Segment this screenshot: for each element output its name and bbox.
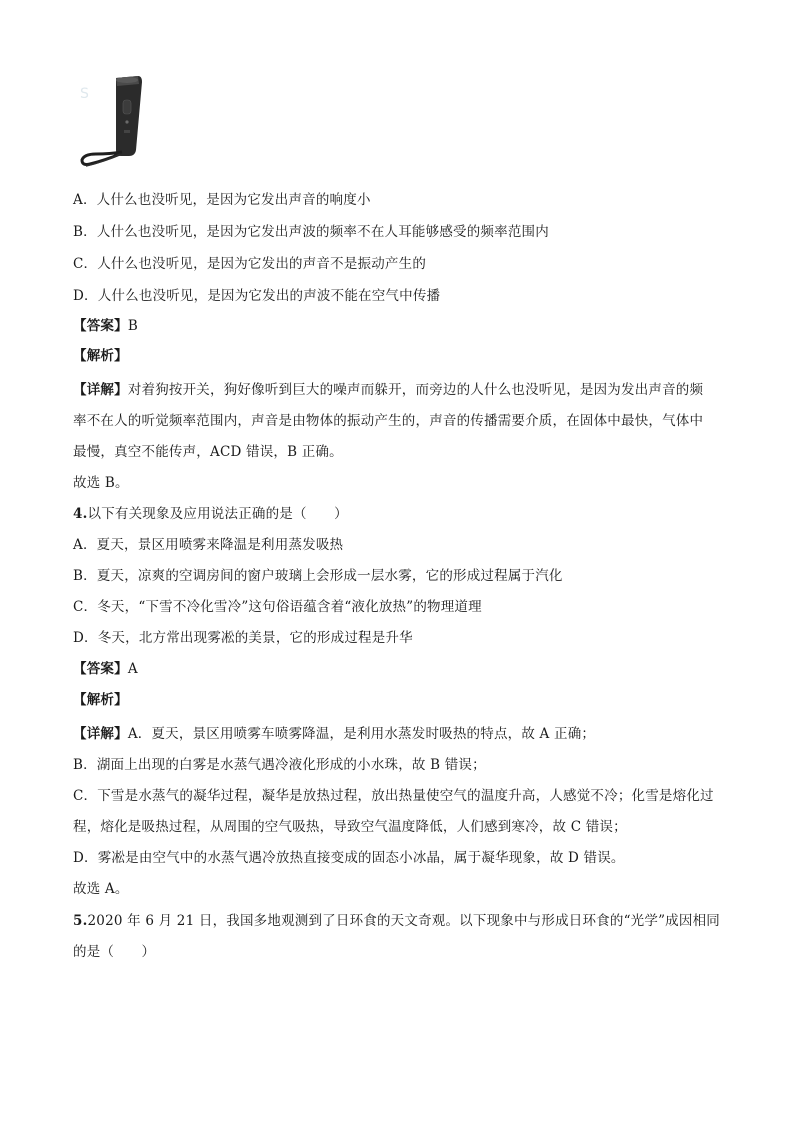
q3-conclusion: 故选 B。 [73, 475, 129, 491]
q4-answer [73, 659, 723, 679]
svg-text:S: S [80, 86, 89, 102]
q3-answer-tag: 【答案】 [73, 318, 128, 334]
q4-stem-text: 以下有关现象及应用说法正确的是（ ） [87, 506, 348, 522]
q4-option-a: A．夏天，景区用喷雾来降温是利用蒸发吸热 [73, 537, 344, 553]
q4-detail-line-4: 程，熔化是吸热过程，从周围的空气吸热，导致空气温度降低，人们感到寒冷，故 C 错误； [73, 819, 627, 835]
q3-detail-tag: 【详解】 [73, 382, 128, 398]
q4-detail-line-3: C．下雪是水蒸气的凝华过程，凝华是放热过程，放出热量使空气的温度升高，人感觉不冷；化雪是熔化过 [73, 788, 714, 804]
q4-detail-line-2: B．湖面上出现的白雾是水蒸气遇冷液化形成的小水珠，故 B 错误； [73, 757, 486, 773]
q4-detail-text-1: A．夏天，景区用喷雾车喷雾降温，是利用水蒸发时吸热的特点，故 A 正确； [127, 726, 596, 742]
dog-repeller-image [76, 70, 166, 170]
q5-number: 5. [73, 913, 88, 929]
q5-stem-line-2: 的是（ ） [73, 944, 156, 960]
q4-detail-line-5: D．雾凇是由空气中的水蒸气遇冷放热直接变成的固态小冰晶，属于凝华现象，故 D 错误。 [73, 850, 625, 866]
q4-option-b: B．夏天，凉爽的空调房间的窗户玻璃上会形成一层水雾，它的形成过程属于汽化 [73, 568, 563, 584]
q4-answer-tag: 【答案】 [73, 661, 128, 677]
q3-detail-line-2: 率不在人的听觉频率范围内，声音是由物体的振动产生的，声音的传播需要介质，在固体中最快，气体中 [73, 413, 704, 429]
q3-detail-line-1 [73, 380, 723, 400]
q4-detail-line-1 [73, 724, 723, 744]
q3-analysis-tag: 【解析】 [73, 348, 128, 364]
q4-number: 4. [73, 506, 88, 522]
q5-stem-text-1: 2020 年 6 月 21 日，我国多地观测到了日环食的天文奇观。以下现象中与形成日环食的“光学”成因相同 [87, 913, 720, 929]
q3-detail-text-1: 对着狗按开关，狗好像听到巨大的噪声而躲开，而旁边的人什么也没听见，是因为发出声音的频 [127, 382, 704, 398]
q4-option-c: C．冬天，“下雪不冷化雪冷”这句俗语蕴含着“液化放热”的物理道理 [73, 599, 482, 615]
q3-detail-line-3: 最慢，真空不能传声，ACD 错误，B 正确。 [73, 444, 343, 460]
q4-stem [73, 504, 723, 524]
q3-option-b: B．人什么也没听见，是因为它发出声波的频率不在人耳能够感受的频率范围内 [73, 224, 549, 240]
q4-answer-value: A [127, 661, 138, 677]
q3-option-c: C．人什么也没听见，是因为它发出的声音不是振动产生的 [73, 256, 427, 272]
q4-option-d: D．冬天，北方常出现雾凇的美景，它的形成过程是升华 [73, 630, 413, 646]
q4-detail-tag: 【详解】 [73, 726, 128, 742]
q3-answer [73, 316, 723, 336]
q4-analysis-tag: 【解析】 [73, 692, 128, 708]
q3-answer-value: B [127, 318, 138, 334]
q4-conclusion: 故选 A。 [73, 881, 129, 897]
q5-stem-line-1 [73, 911, 723, 931]
q3-option-d: D．人什么也没听见，是因为它发出的声波不能在空气中传播 [73, 288, 441, 304]
q3-option-a: A．人什么也没听见，是因为它发出声音的响度小 [73, 192, 371, 208]
